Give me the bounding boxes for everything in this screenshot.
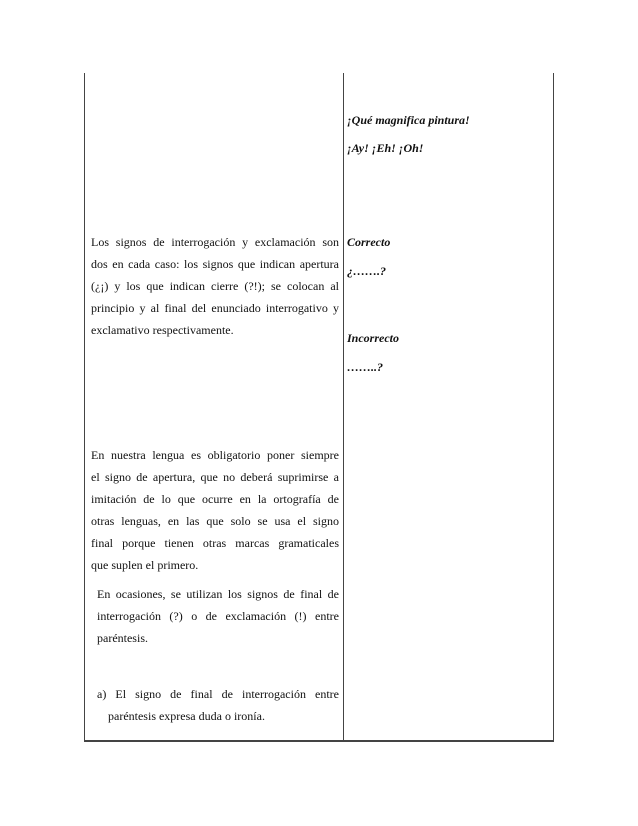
incorrect-label: Incorrecto (347, 331, 399, 345)
text-line: el signo de apertura, que no deberá suprimirse a (91, 470, 339, 484)
text-line: (¿¡) y los que indican cierre (?!); se colocan al (91, 279, 339, 293)
correct-label: Correcto (347, 235, 391, 249)
text-line: dos en cada caso: los signos que indican apertura (91, 257, 339, 271)
incorrect-example: ……..? (347, 360, 383, 374)
table-right-border (553, 73, 554, 742)
table-column-divider (343, 73, 344, 742)
table-bottom-border-double (84, 741, 554, 742)
text-line: En nuestra lengua es obligatorio poner siempre (91, 448, 339, 462)
text-line: que suplen el primero. (91, 558, 199, 572)
list-item-doubt-irony (97, 683, 339, 727)
text-line: paréntesis. (97, 631, 148, 645)
exclamation-example-1: ¡Qué magnifica pintura! (347, 113, 470, 127)
text-line: final porque tienen otras marcas gramaticales (91, 536, 339, 550)
text-line: principio y al final del enunciado interrogativo y (91, 301, 339, 315)
table-left-border (84, 73, 85, 742)
text-line: paréntesis expresa duda o ironía. (108, 709, 265, 723)
text-line: imitación de lo que ocurre en la ortografía de (91, 492, 339, 506)
text-line: a) El signo de final de interrogación entre (97, 687, 339, 701)
paragraph-signs-definition (91, 231, 339, 341)
exclamation-example-2: ¡Ay! ¡Eh! ¡Oh! (347, 141, 424, 155)
text-line: exclamativo respectivamente. (91, 323, 234, 337)
text-line: otras lenguas, en las que solo se usa el signo (91, 514, 339, 528)
paragraph-opening-sign-rule (91, 444, 339, 576)
correct-example: ¿…….? (347, 264, 386, 278)
text-line: interrogación (?) o de exclamación (!) entre (97, 609, 339, 623)
text-line: Los signos de interrogación y exclamación son (91, 235, 339, 249)
paragraph-parenthesis-usage (97, 583, 339, 649)
text-line: En ocasiones, se utilizan los signos de final de (97, 587, 339, 601)
